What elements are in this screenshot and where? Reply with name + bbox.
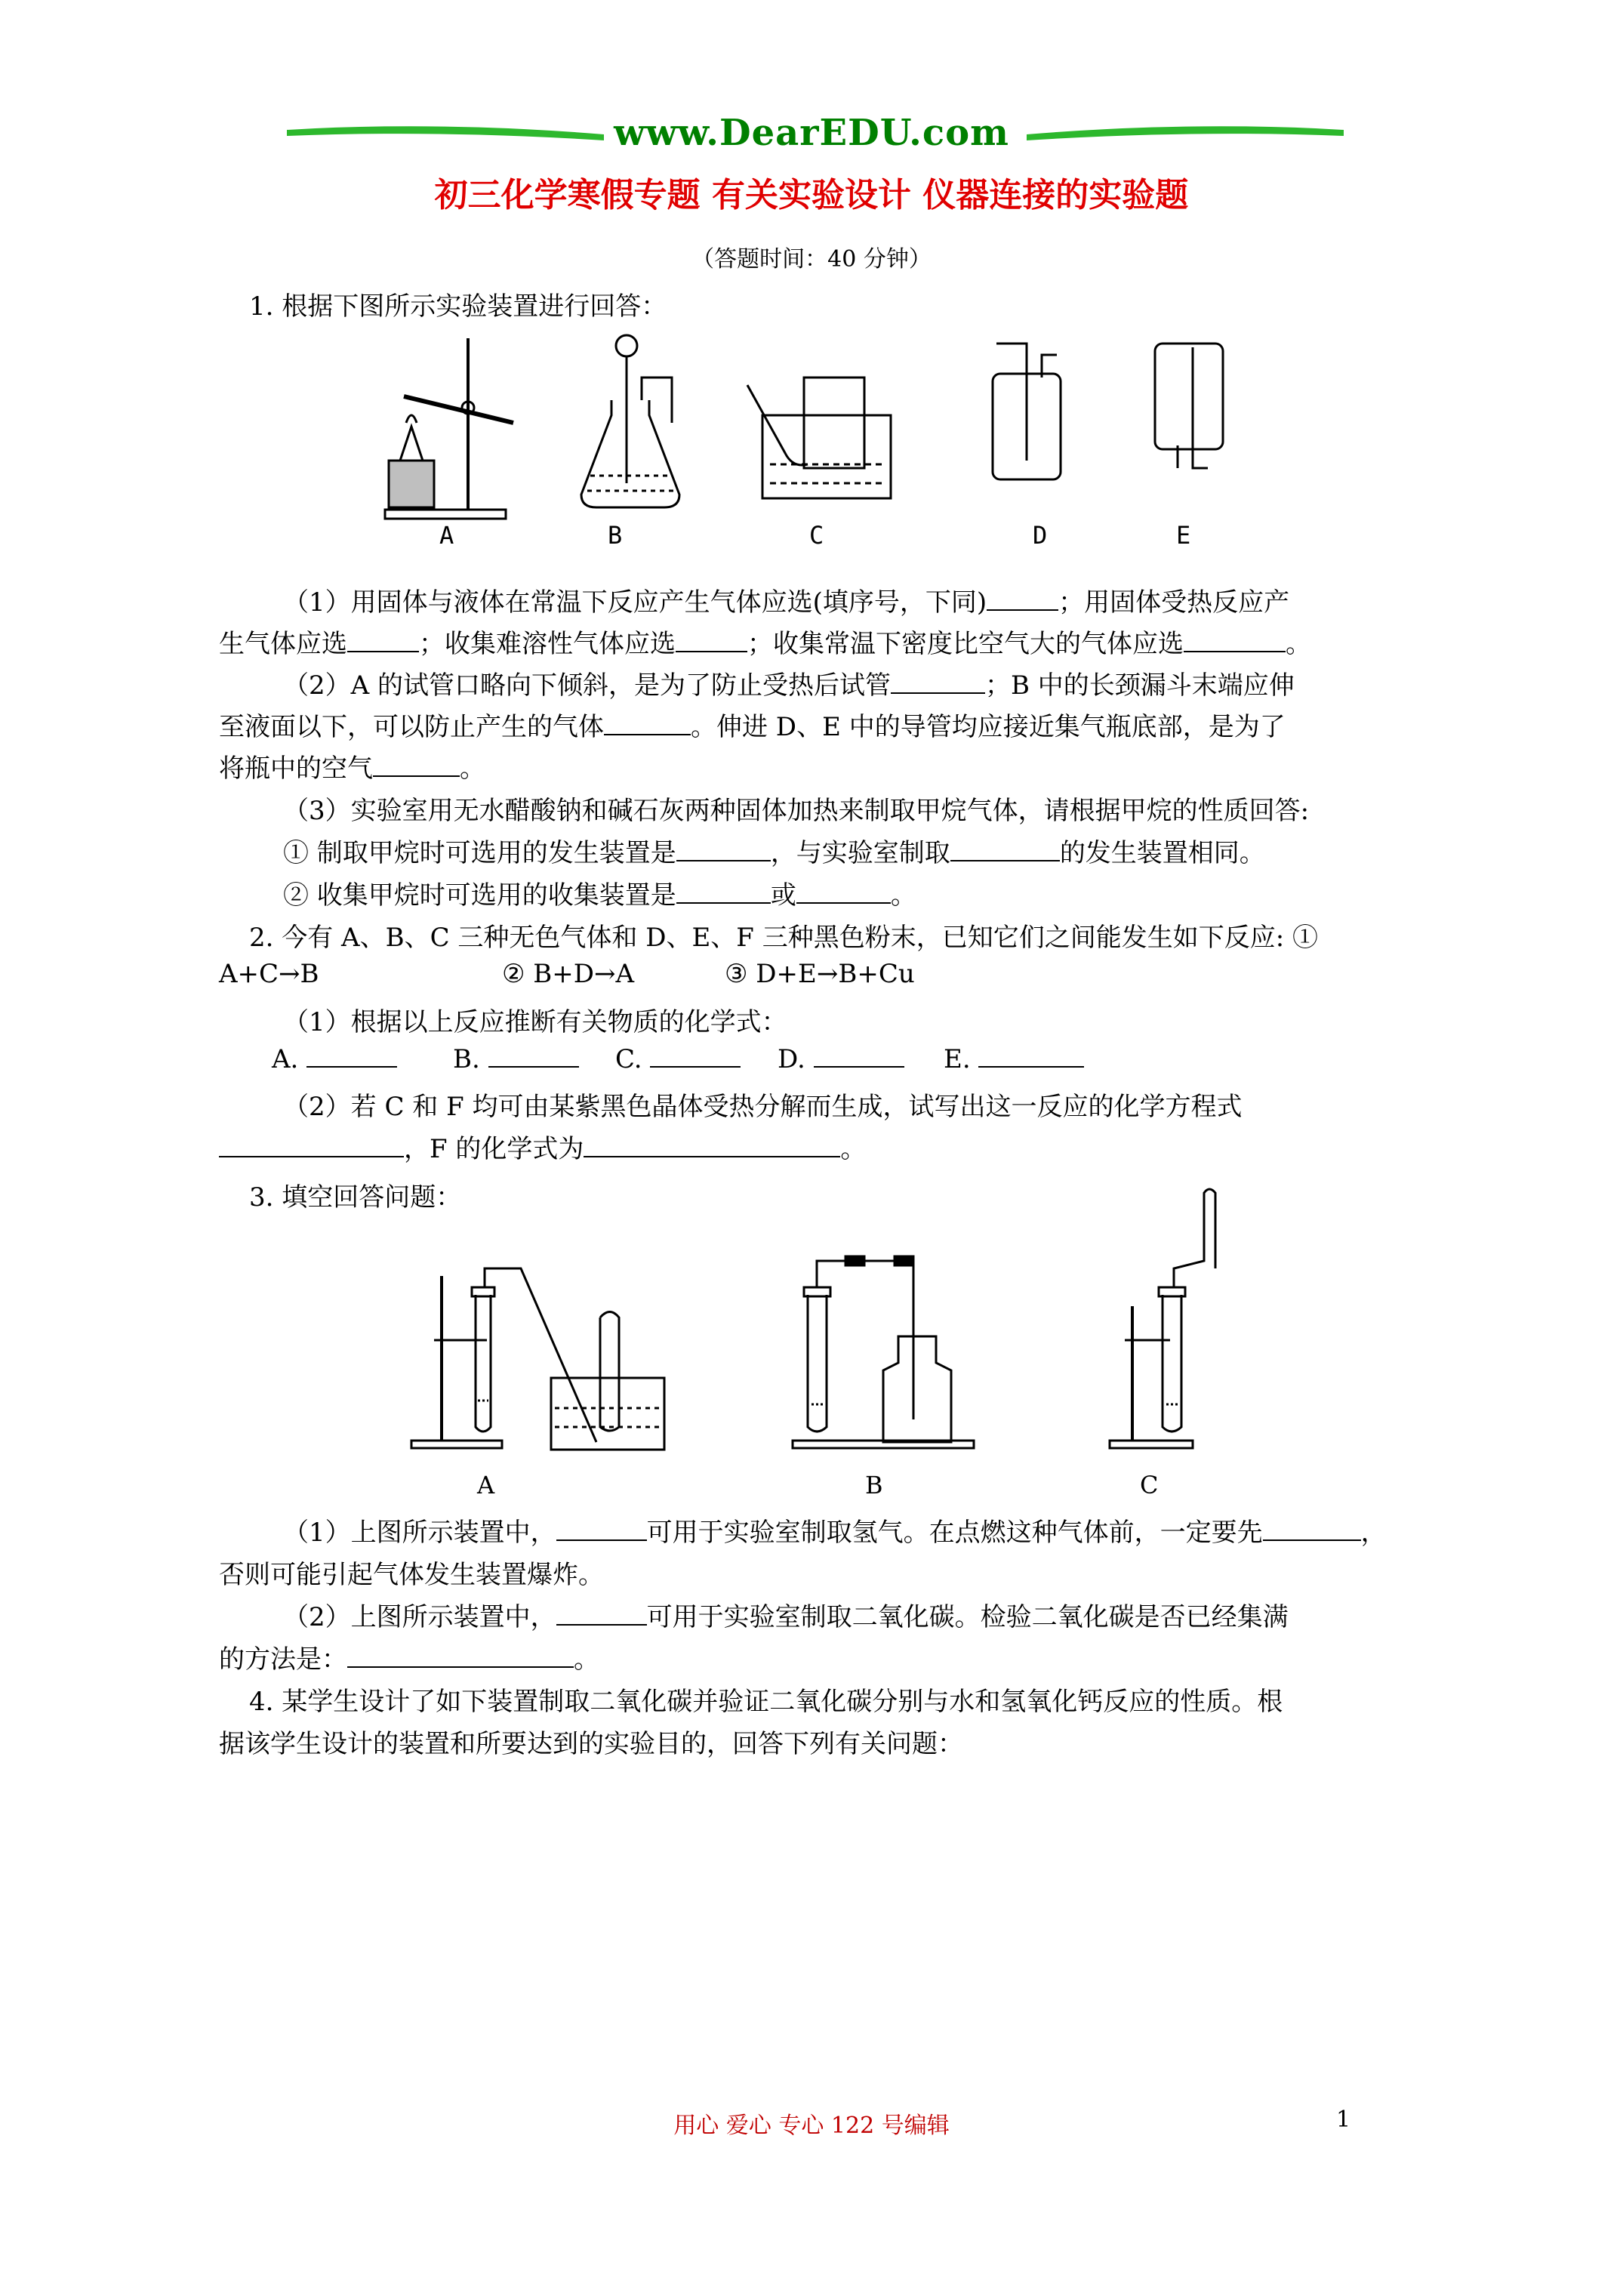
apparatus-c-water-trough xyxy=(747,378,891,498)
answer-blank[interactable] xyxy=(584,1133,840,1157)
q1-part2-line2: 至液面以下，可以防止产生的气体 。伸进 D、E 中的导管均应接近集气瓶底部，是为了 xyxy=(219,712,1286,742)
q3-part1-line2: 否则可能引起气体发生装置爆炸。 xyxy=(219,1560,604,1590)
q2-reaction-1: A+C→B xyxy=(219,959,319,989)
answer-blank[interactable] xyxy=(347,628,419,652)
answer-blank[interactable] xyxy=(676,880,771,904)
q4-line2: 据该学生设计的装置和所要达到的实验目的，回答下列有关问题： xyxy=(219,1729,963,1759)
answer-blank[interactable] xyxy=(488,1043,579,1068)
apparatus-e-bottle-down xyxy=(1155,344,1223,468)
site-url: www.DearEDU.com xyxy=(614,112,1009,154)
q1-label-d: D xyxy=(1033,521,1048,550)
answer-blank[interactable] xyxy=(796,880,891,904)
q1-part1-line2: 生气体应选 ；收集难溶性气体应选 ；收集常温下密度比空气大的气体应选 。 xyxy=(219,629,1311,659)
q2-option-c: C. xyxy=(615,1043,741,1074)
apparatus-a-heating xyxy=(385,338,513,519)
q2-stem: 2. 今有 A、B、C 三种无色气体和 D、E、F 三种黑色粉末，已知它们之间能发生如下反应: ① xyxy=(249,923,1318,953)
apparatus-a-hydrogen xyxy=(411,1268,664,1450)
q2-part1: （1）根据以上反应推断有关物质的化学式： xyxy=(283,1007,787,1037)
q1-label-c: C xyxy=(809,521,824,550)
q1-stem: 1. 根据下图所示实验装置进行回答： xyxy=(249,291,667,322)
q3-part2-line2: 的方法是： 。 xyxy=(219,1644,599,1675)
answer-blank[interactable] xyxy=(978,1043,1084,1068)
answer-blank[interactable] xyxy=(950,837,1060,861)
q3-part2-line1: （2）上图所示装置中， 可用于实验室制取二氧化碳。检验二氧化碳是否已经集满 xyxy=(283,1602,1289,1632)
q1-label-a: A xyxy=(439,521,454,550)
q2-option-b: B. xyxy=(453,1043,579,1074)
answer-blank[interactable] xyxy=(556,1517,647,1541)
q3-label-b: B xyxy=(865,1471,883,1499)
apparatus-c-funnel xyxy=(1110,1189,1215,1448)
answer-blank[interactable] xyxy=(373,753,460,777)
answer-blank[interactable] xyxy=(604,711,691,735)
q3-apparatus-figure xyxy=(408,1216,1253,1465)
q2-part2-line2: ，F 的化学式为 。 xyxy=(219,1128,866,1165)
answer-blank[interactable] xyxy=(1263,1517,1361,1541)
answer-blank[interactable] xyxy=(1184,628,1286,652)
q1-part1-line1: （1）用固体与液体在常温下反应产生气体应选(填序号，下同) ；用固体受热反应产 xyxy=(283,587,1290,618)
footer-note: 用心 爱心 专心 122 号编辑 xyxy=(673,2113,950,2139)
q1-part3-line1: （3）实验室用无水醋酸钠和碱石灰两种固体加热来制取甲烷气体，请根据甲烷的性质回答: xyxy=(283,796,1310,826)
answer-blank[interactable] xyxy=(891,670,985,694)
q4-line1: 4. 某学生设计了如下装置制取二氧化碳并验证二氧化碳分别与水和氢氧化钙反应的性质。根 xyxy=(249,1687,1283,1717)
q3-label-c: C xyxy=(1140,1471,1159,1499)
q1-apparatus-figure xyxy=(377,332,1283,529)
time-note: （答题时间：40 分钟） xyxy=(691,246,932,273)
apparatus-d-bottle-up xyxy=(993,344,1061,479)
q1-part2-line3: 将瓶中的空气 。 xyxy=(219,754,485,784)
answer-blank[interactable] xyxy=(556,1601,647,1626)
answer-blank[interactable] xyxy=(650,1043,741,1068)
q1-part3-line3: ② 收集甲烷时可选用的收集装置是 或 。 xyxy=(283,880,916,911)
answer-blank[interactable] xyxy=(987,587,1058,611)
q2-option-a: A. xyxy=(272,1043,397,1074)
q2-option-e: E. xyxy=(944,1043,1084,1074)
apparatus-b-flask xyxy=(581,335,679,507)
q1-part2-line1: （2）A 的试管口略向下倾斜，是为了防止受热后试管 ；B 中的长颈漏斗末端应伸 xyxy=(283,670,1295,701)
answer-blank[interactable] xyxy=(676,628,747,652)
q2-option-d: D. xyxy=(778,1043,904,1074)
answer-blank[interactable] xyxy=(814,1043,904,1068)
answer-blank[interactable] xyxy=(219,1133,404,1157)
page-title: 初三化学寒假专题 有关实验设计 仪器连接的实验题 xyxy=(434,176,1189,214)
q3-label-a: A xyxy=(477,1471,495,1499)
answer-blank[interactable] xyxy=(347,1644,574,1668)
page-number: 1 xyxy=(1336,2106,1351,2133)
q1-part3-line2: ① 制取甲烷时可选用的发生装置是 ，与实验室制取 的发生装置相同。 xyxy=(283,838,1265,868)
q2-part2-line1: （2）若 C 和 F 均可由某紫黑色晶体受热分解而生成，试写出这一反应的化学方程式 xyxy=(283,1092,1243,1122)
q3-stem: 3. 填空回答问题： xyxy=(249,1182,462,1213)
q1-label-e: E xyxy=(1176,521,1191,550)
q2-reaction-2: ② B+D→A xyxy=(502,959,635,989)
answer-blank[interactable] xyxy=(306,1043,397,1068)
q1-label-b: B xyxy=(608,521,623,550)
answer-blank[interactable] xyxy=(676,837,771,861)
apparatus-b-co2 xyxy=(793,1256,974,1448)
q3-part1-line1: （1）上图所示装置中， 可用于实验室制取氢气。在点燃这种气体前，一定要先 ， xyxy=(283,1518,1387,1548)
q2-reaction-3: ③ D+E→B+Cu xyxy=(725,959,915,989)
